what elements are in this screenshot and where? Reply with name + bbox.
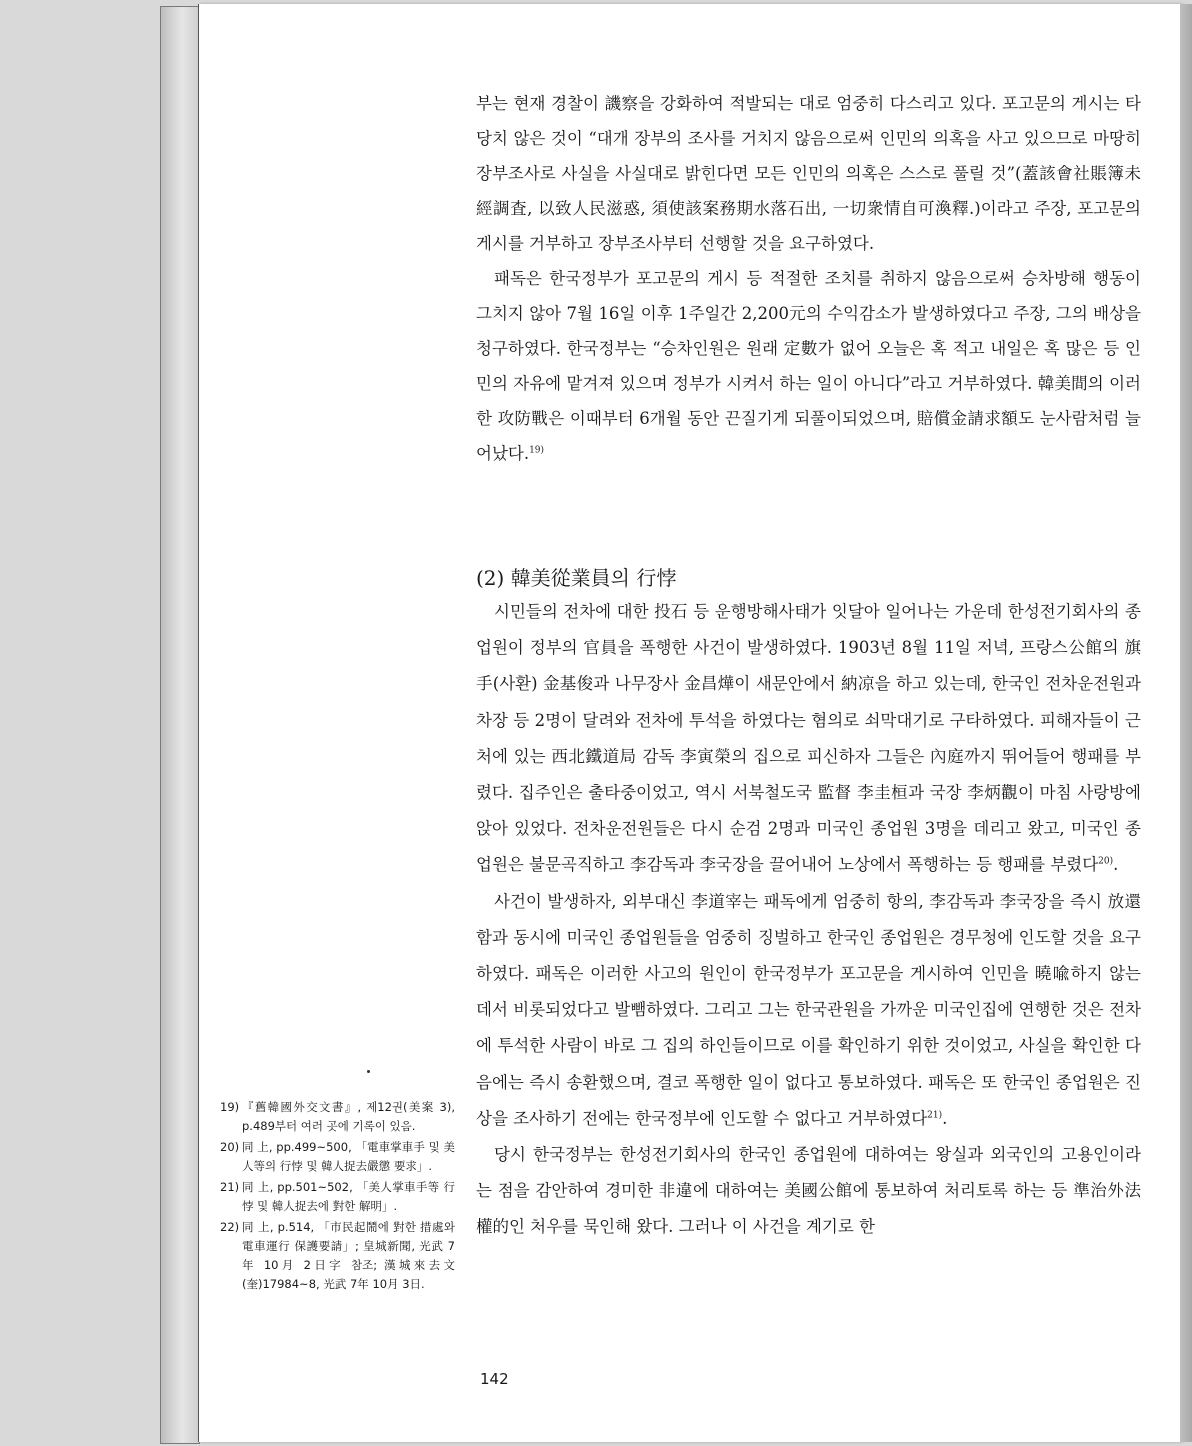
paragraph-protest-text: 사건이 발생하자, 외부대신 李道宰는 패독에게 엄중히 항의, 李감독과 李국장을 즉시 放還함과 동시에 미국인 종업원들을 엄중히 징벌하고 한국인 종업원은 경무청에 인도할 것을 요구하였다. 패독은 이러한 사고의 원인이 한국정부가 포고문을 게시하여 인민을 曉喩하지 않는 데서 비롯되었다고 발뺌하였다. 그리고 그는 한국관원을 가까운 미국인집에 연행한 것은 전차에 투석한 사람이 바로 그 집의 하인들이므로 이를 확인하기 위한 것이었고, 사실을 확인한 다음에는 즉시 송환했으며, 결코 폭행한 일이 없다고 통보하였다. 패독은 또 한국인 종업원은 진상을 조사하기 전에는 한국정부에 인도할 수 없다고 거부하였다 [476,891,1141,1128]
body-text-section [476,594,1141,1246]
paragraph-protest-end: . [942,1108,948,1128]
footnote-ref-20: 20) [1098,856,1114,867]
footnote-20 [220,1138,455,1176]
page-number: 142 [480,1370,509,1388]
paragraph-incident [476,594,1141,884]
footnote-21 [220,1178,455,1216]
paragraph-continuation: 부는 현재 경찰이 譏察을 강화하여 적발되는 대로 엄중히 다스리고 있다. 포고문의 게시는 타당치 않은 것이 “대개 장부의 조사를 거치지 않음으로써 인민의 의혹을 사고 있으므로 마땅히 장부조사로 사실을 사실대로 밝힌다면 모든 인민의 의혹은 스스로 풀릴 것”(蓋該會社賬簿未經調査, 以致人民滋惑, 須使該案務期水落石出, 一切衆情自可渙釋.)이라고 주장, 포고문의 게시를 거부하고 장부조사부터 선행할 것을 요구하였다. [476,94,1141,253]
footnote-number: 19) [220,1100,240,1114]
paragraph-incident-end: . [1113,855,1119,875]
paragraph-compensation [476,261,1141,471]
scan-speck [367,1070,370,1073]
body-text-top [476,86,1141,471]
footnote-ref-19: 19) [529,445,545,456]
footnote-text: 同 上, pp.499~500, 「電車掌車手 및 美人等의 行悖 및 韓人捉去嚴懲 要求」. [242,1140,455,1173]
paragraph-protest [476,884,1141,1137]
paragraph-incident-text: 시민들의 전차에 대한 投石 등 운행방해사태가 잇달아 일어나는 가운데 한성전기회사의 종업원이 정부의 官員을 폭행한 사건이 발생하였다. 1903년 8월 11일 저녁, 프랑스公館의 旗手(사환) 金基俊과 나무장사 金昌燁이 새문안에서 納凉을 하고 있는데, 한국인 전차운전원과 차장 등 2명이 달려와 전차에 투석을 하였다는 혐의로 쇠막대기로 구타하였다. 피해자들이 근처에 있는 西北鐵道局 감독 李寅榮의 집으로 피신하자 그들은 內庭까지 뛰어들어 행패를 부렸다. 집주인은 출타중이었고, 역시 서북철도국 監督 李圭桓과 국장 李炳觀이 마침 사랑방에 앉아 있었다. 전차운전원들은 다시 순검 2명과 미국인 종업원 3명을 데리고 왔고, 미국인 종업원은 불문곡직하고 李감독과 李국장을 끌어내어 노상에서 폭행하는 등 행패를 부렸다 [476,602,1141,875]
paragraph-compensation-text: 패독은 한국정부가 포고문의 게시 등 적절한 조치를 취하지 않음으로써 승차방해 행동이 그치지 않아 7월 16일 이후 1주일간 2,200元의 수익감소가 발생하였다고 주장, 그의 배상을 청구하였다. 한국정부는 “승차인원은 원래 定數가 없어 오늘은 혹 적고 내일은 혹 많은 등 인민의 자유에 맡겨져 있으며 정부가 시켜서 하는 일이 아니다”라고 거부하였다. 韓美間의 이러한 攻防戰은 이때부터 6개월 동안 끈질기게 되풀이되었으며, 賠償金請求額도 눈사람처럼 늘어났다. [476,269,1141,463]
paragraph-extraterritoriality: 당시 한국정부는 한성전기회사의 한국인 종업원에 대하여는 왕실과 외국인의 고용인이라는 점을 감안하여 경미한 非違에 대하여는 美國公館에 통보하여 처리토록 하는 등 準治外法權的인 처우를 묵인해 왔다. 그러나 이 사건을 계기로 한 [476,1145,1141,1237]
footnotes [220,1098,455,1296]
footnote-22 [220,1218,455,1294]
footnote-19 [220,1098,455,1136]
section-heading: (2) 韓美從業員의 行悖 [476,566,677,590]
footnote-text: 同 上, p.514, 「市民起鬧에 對한 措處와 電車運行 保護要請」; 皇城新聞, 光武 7年 10月 2日字 참조; 漢城來去文(奎)17984~8, 光武 7年 10月 3日. [242,1220,455,1291]
footnote-text: 同 上, pp.501~502, 「美人掌車手等 行悖 및 韓人捉去에 對한 解明」. [242,1180,455,1213]
book-spine [160,6,200,1444]
footnote-number: 20) [220,1140,240,1154]
page-edge [1180,4,1192,1442]
footnote-ref-21: 21) [927,1110,943,1121]
footnote-number: 21) [220,1180,240,1194]
footnote-text: 『舊韓國外交文書』, 제12권(美案 3), p.489부터 여러 곳에 기록이 있음. [242,1100,455,1133]
footnote-number: 22) [220,1220,240,1234]
